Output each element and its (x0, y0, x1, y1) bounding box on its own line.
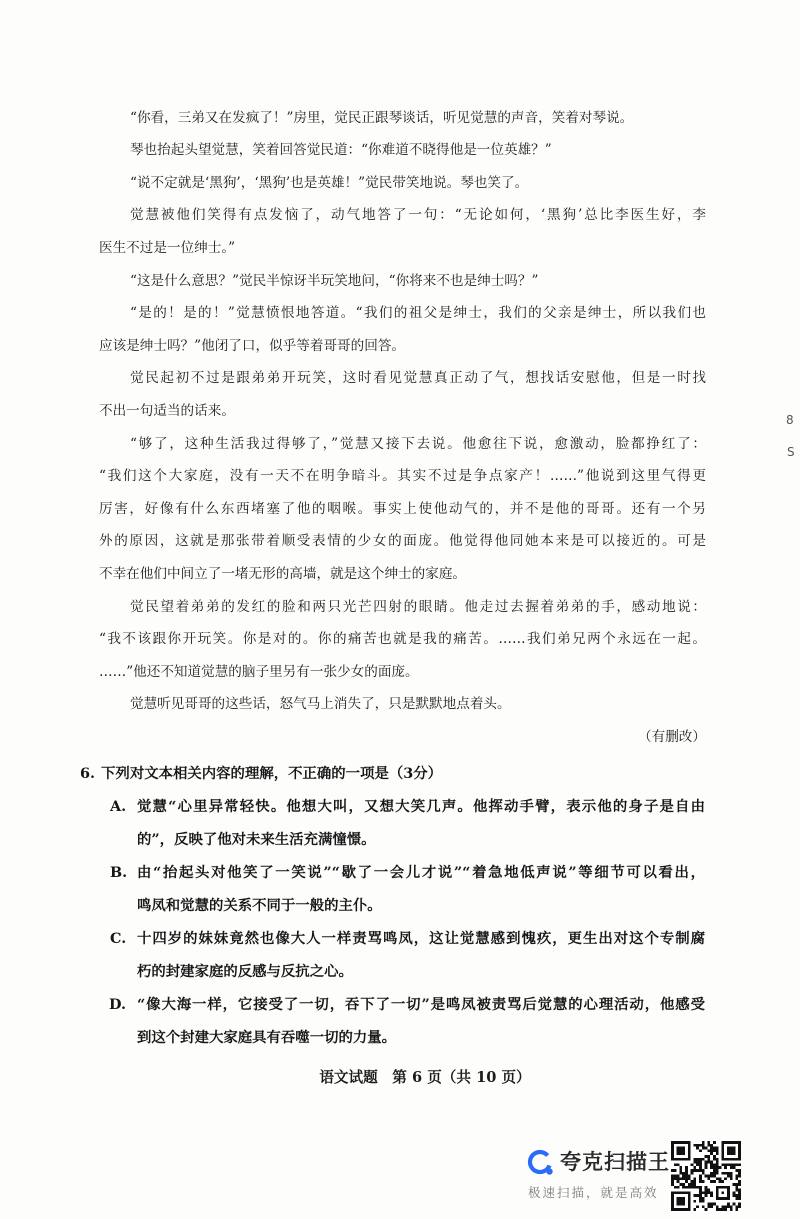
quark-logo-icon (526, 1148, 556, 1178)
passage-line: 觉慧被他们笑得有点发恼了，动气地答了一句：“无论如何，‘黑狗’总比李医生好，李 (130, 207, 706, 224)
watermark-slogan: 极速扫描，就是高效 (528, 1185, 659, 1200)
source-note: （有删改） (638, 728, 706, 745)
page-footer: 语文试题 第 6 页（共 10 页） (319, 1069, 531, 1086)
passage-paragraph (99, 362, 706, 427)
passage-line: “说不定就是‘黑狗’，‘黑狗’也是英雄！”觉民带笑地说。琴也笑了。 (130, 174, 529, 191)
question-stem (0, 757, 800, 790)
option-b (0, 856, 800, 922)
option-line: 的”，反映了他对未来生活充满憧憬。 (137, 830, 376, 848)
passage-line: 应该是绅士吗？”他闭了口，似乎等着哥哥的回答。 (99, 337, 406, 354)
passage-line: 琴也抬起头望觉慧，笑着回答觉民道：“你难道不晓得他是一位英雄？” (130, 142, 552, 159)
passage-line: 觉民望着弟弟的发红的脸和两只光芒四射的眼睛。他走过去握着弟弟的手，感动地说： (130, 598, 706, 615)
passage-line: “是的！是的！”觉慧愤恨地答道。“我们的祖父是绅士，我们的父亲是绅士，所以我们也 (130, 305, 706, 322)
side-mark: S (787, 445, 795, 459)
option-line: 朽的封建家庭的反感与反抗之心。 (137, 962, 353, 980)
passage-paragraph (99, 428, 706, 591)
side-mark: 8 (786, 413, 794, 427)
passage-paragraph (99, 167, 706, 200)
option-label: C. (110, 929, 127, 947)
passage-paragraph (99, 591, 706, 689)
passage-line: 觉慧听见哥哥的这些话，怒气马上消失了，只是默默地点着头。 (130, 696, 511, 713)
passage-paragraph (99, 297, 706, 362)
question-number: 6. (80, 764, 96, 782)
quark-logo-dot (546, 1168, 552, 1174)
passage-paragraph (99, 102, 706, 135)
passage-line: 医生不过是一位绅士。” (99, 240, 236, 257)
option-line: 到这个封建大家庭具有吞噬一切的力量。 (137, 1028, 397, 1046)
passage-paragraph (99, 265, 706, 298)
passage-line: 不幸在他们中间立了一堵无形的高墙，就是这个绅士的家庭。 (99, 566, 467, 582)
option-line: 由“抬起头对他笑了一笑说”“歇了一会儿才说”“着急地低声说”等细节可以看出， (137, 863, 705, 881)
passage-paragraph (99, 688, 706, 721)
passage-line: 外的原因，这就是那张带着顺受表情的少女的面庞。他觉得他同她本来是可以接近的。可是 (99, 533, 706, 550)
passage-line: 不出一句适当的话来。 (99, 403, 235, 420)
passage-line: “你看，三弟又在发疯了！”房里，觉民正跟琴谈话，听见觉慧的声音，笑着对琴说。 (130, 109, 634, 126)
option-label: D. (109, 995, 126, 1013)
option-a (0, 790, 800, 856)
reading-passage (99, 102, 706, 754)
passage-line: “我不该跟你开玩笑。你是对的。你的痛苦也就是我的痛苦。……我们弟兄两个永远在一起。 (99, 631, 706, 648)
option-line: “像大海一样，它接受了一切，吞下了一切”是鸣凤被责骂后觉慧的心理活动，他感受 (137, 995, 705, 1013)
passage-line: “这是什么意思？”觉民半惊讶半玩笑地问，“你将来不也是绅士吗？” (130, 272, 539, 289)
option-label: B. (110, 863, 128, 881)
qr-code-icon (671, 1141, 741, 1211)
watermark-brand: 夸克扫描王 (560, 1150, 670, 1174)
question-6 (0, 757, 800, 1054)
option-line: 觉慧“心里异常轻快。他想大叫，又想大笑几声。他挥动手臂，表示他的身子是自由 (137, 797, 705, 815)
question-stem-text: 下列对文本相关内容的理解，不正确的一项是（3分） (101, 764, 443, 782)
option-c (0, 922, 800, 988)
passage-line: “我们这个大家庭，没有一天不在明争暗斗。其实不过是争点家产！……”他说到这里气得更 (99, 468, 706, 485)
passage-line: 厉害，好像有什么东西堵塞了他的咽喉。事实上使他动气的，并不是他的哥哥。还有一个另 (99, 500, 706, 517)
passage-paragraph (99, 199, 706, 264)
option-line: 鸣凤和觉慧的关系不同于一般的主仆。 (137, 896, 382, 914)
option-line: 十四岁的妹妹竟然也像大人一样责骂鸣凤，这让觉慧感到愧疚，更生出对这个专制腐 (137, 929, 705, 947)
passage-line: “够了，这种生活我过得够了，”觉慧又接下去说。他愈往下说，愈激动，脸都挣红了： (130, 435, 706, 452)
option-d (0, 988, 800, 1054)
passage-line: ……”他还不知道觉慧的脑子里另有一张少女的面庞。 (99, 663, 419, 680)
option-label: A. (110, 797, 127, 815)
passage-paragraph (99, 134, 706, 167)
passage-line: 觉民起初不过是跟弟弟开玩笑，这时看见觉慧真正动了气，想找话安慰他，但是一时找 (130, 370, 706, 387)
